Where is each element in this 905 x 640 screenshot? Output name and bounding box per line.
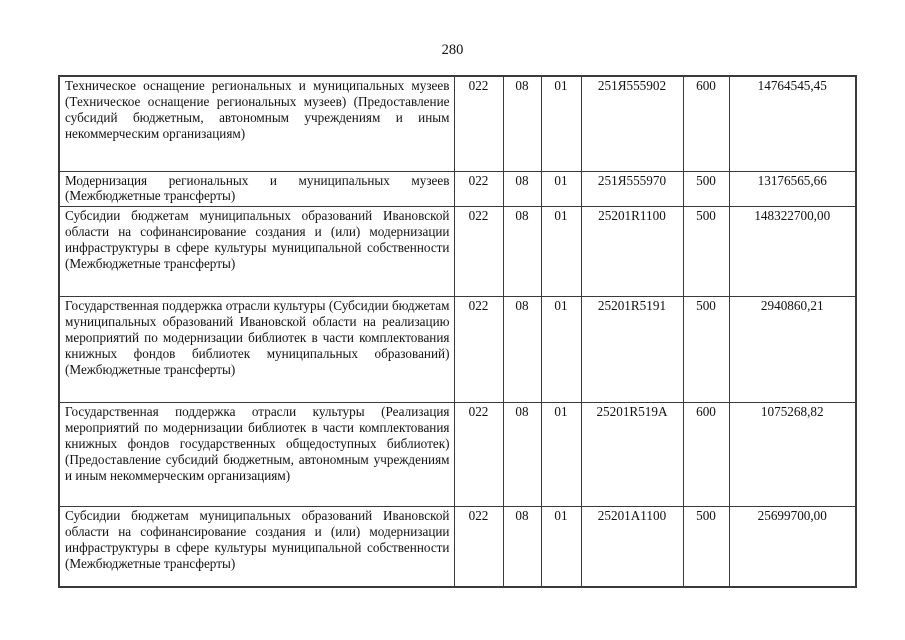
- cell-grbs-code: 022: [454, 171, 503, 207]
- cell-expense-type: 600: [683, 403, 729, 507]
- cell-section-code: 08: [503, 403, 541, 507]
- page-number: 280: [441, 42, 464, 58]
- cell-target-code: 25201R519A: [581, 403, 683, 507]
- cell-amount: 148322700,00: [729, 207, 856, 297]
- cell-subsection-code: 01: [541, 76, 581, 171]
- cell-expense-type: 500: [683, 507, 729, 587]
- cell-expense-type: 500: [683, 171, 729, 207]
- table-row: [59, 297, 856, 403]
- cell-expense-type: 500: [683, 207, 729, 297]
- cell-section-code: 08: [503, 297, 541, 403]
- cell-amount: 2940860,21: [729, 297, 856, 403]
- cell-subsection-code: 01: [541, 297, 581, 403]
- cell-expense-type: 500: [683, 297, 729, 403]
- cell-description: Государственная поддержка отрасли культуры (Реализация мероприятий по модернизации библиотек в части комплектования книжных фондов государственных общедоступных библиотек) (Предоставление субсидий бюджетным, автономным учреждениям и иным некоммерческим организациям): [59, 403, 454, 507]
- cell-grbs-code: 022: [454, 403, 503, 507]
- cell-target-code: 25201R5191: [581, 297, 683, 403]
- cell-subsection-code: 01: [541, 207, 581, 297]
- cell-expense-type: 600: [683, 76, 729, 171]
- cell-section-code: 08: [503, 171, 541, 207]
- budget-table: [58, 75, 857, 588]
- cell-target-code: 25201R1100: [581, 207, 683, 297]
- cell-section-code: 08: [503, 507, 541, 587]
- cell-description: Техническое оснащение региональных и муниципальных музеев (Техническое оснащение региональных музеев) (Предоставление субсидий бюджетным, автономным учреждениям и иным некоммерческим организациям): [59, 76, 454, 171]
- cell-description: Субсидии бюджетам муниципальных образований Ивановской области на софинансирование создания и (или) модернизации инфраструктуры в сфере культуры муниципальной собственности (Межбюджетные трансферты): [59, 507, 454, 587]
- cell-grbs-code: 022: [454, 297, 503, 403]
- cell-subsection-code: 01: [541, 403, 581, 507]
- table-row: [59, 76, 856, 171]
- cell-description: Государственная поддержка отрасли культуры (Субсидии бюджетам муниципальных образований Ивановской области на реализацию мероприятий по модернизации библиотек в части комплектования книжных фондов библиотек муниципальных образований) (Межбюджетные трансферты): [59, 297, 454, 403]
- cell-amount: 1075268,82: [729, 403, 856, 507]
- cell-section-code: 08: [503, 76, 541, 171]
- cell-target-code: 251Я555902: [581, 76, 683, 171]
- cell-section-code: 08: [503, 207, 541, 297]
- cell-amount: 14764545,45: [729, 76, 856, 171]
- table-row: [59, 403, 856, 507]
- cell-grbs-code: 022: [454, 76, 503, 171]
- cell-description: Субсидии бюджетам муниципальных образований Ивановской области на софинансирование создания и (или) модернизации инфраструктуры в сфере культуры муниципальной собственности (Межбюджетные трансферты): [59, 207, 454, 297]
- cell-amount: 25699700,00: [729, 507, 856, 587]
- cell-grbs-code: 022: [454, 507, 503, 587]
- cell-subsection-code: 01: [541, 507, 581, 587]
- cell-target-code: 25201A1100: [581, 507, 683, 587]
- cell-target-code: 251Я555970: [581, 171, 683, 207]
- cell-amount: 13176565,66: [729, 171, 856, 207]
- cell-subsection-code: 01: [541, 171, 581, 207]
- cell-grbs-code: 022: [454, 207, 503, 297]
- table-row: [59, 171, 856, 207]
- cell-description: Модернизация региональных и муниципальных музеев (Межбюджетные трансферты): [59, 171, 454, 207]
- table-row: [59, 507, 856, 587]
- table-row: [59, 207, 856, 297]
